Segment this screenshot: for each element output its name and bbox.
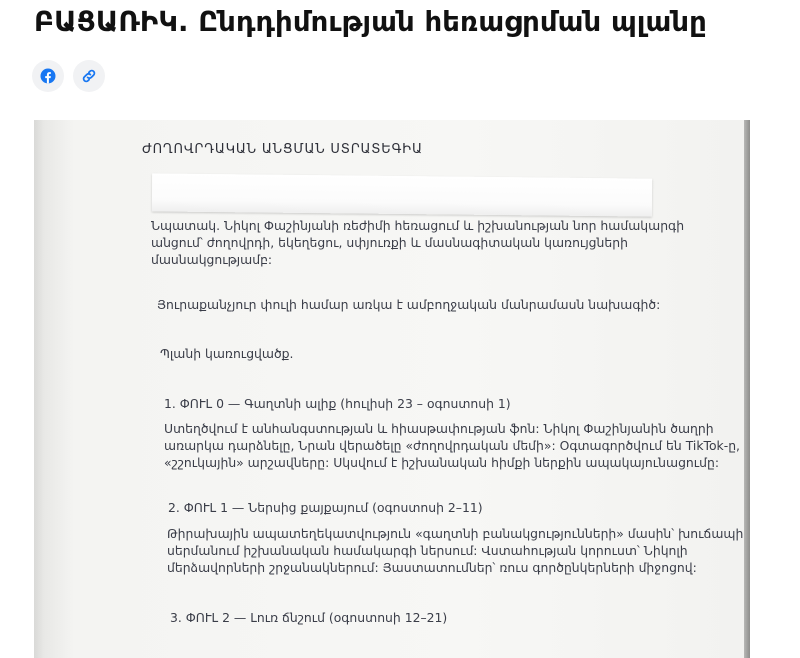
phase-0-line: առարկա դարձնելը, Նրան վերածելը «ժողովրդական մեմի»: Օգտագործվում են TikTok-ը,	[164, 438, 740, 453]
link-icon	[81, 68, 97, 84]
phase-0-line: «շշուկային» արշավները: Սկսվում է իշխանական հիմքի ներքին ապակայունացումը:	[164, 455, 720, 470]
phase-1-line: սերմանում իշխանական համակարգի ներսում: Վստահության կորուստ՝ Նիկոլի	[167, 543, 688, 558]
phase-2-heading: 3. ՓՈՒԼ 2 — Լուռ ճնշում (օգոստոսի 12–21)	[170, 610, 448, 625]
redaction-strip	[152, 173, 652, 216]
copy-link-button[interactable]	[73, 60, 105, 92]
document-photo	[34, 120, 750, 658]
goal-line: մասնակցությամբ:	[151, 252, 273, 267]
intro-text: Յուրաքանչյուր փուլի համար առկա է ամբողջական մանրամասն նախագիծ:	[157, 297, 661, 312]
phase-1-line: Թիրախային ապատեղեկատվություն «գաղտնի բանակցությունների» մասին՝ խուճապի	[167, 526, 744, 541]
facebook-icon	[40, 68, 56, 84]
facebook-share-button[interactable]	[32, 60, 64, 92]
phase-1-line: մերձավորների շրջանակներում: Յաստատումներ՝ ռուս գործընկերների միջոցով:	[167, 560, 697, 575]
page-edge	[744, 120, 750, 658]
article-headline: ԲԱՑԱՌԻԿ. Ընդդիմության հեռացրման պլանը	[34, 6, 707, 38]
structure-label: Պլանի կառուցվածք.	[160, 346, 294, 361]
goal-line: Նպատակ. Նիկոլ Փաշինյանի ռեժիմի հեռացում և իշխանության նոր համակարգի	[151, 218, 685, 233]
phase-1-heading: 2. ՓՈՒԼ 1 — Ներսից քայքայում (օգոստոսի 2–11)	[168, 500, 483, 515]
phase-0-line: Ստեղծվում է անհանգստության և հիասթափության ֆոն: Նիկոլ Փաշինյանին ծաղրի	[164, 421, 714, 436]
document-title: ԺՈՂՈՎՐԴԱԿԱՆ ԱՆՑՄԱՆ ՍՏՐԱՏԵԳԻԱ	[142, 142, 423, 157]
phase-0-heading: 1. ՓՈՒԼ 0 — Գաղտնի ալիք (հուլիսի 23 – օգոստոսի 1)	[164, 396, 511, 411]
goal-line: անցում՝ ժողովրդի, եկեղեցու, սփյուռքի և մասնագիտական կառույցների	[151, 235, 628, 250]
